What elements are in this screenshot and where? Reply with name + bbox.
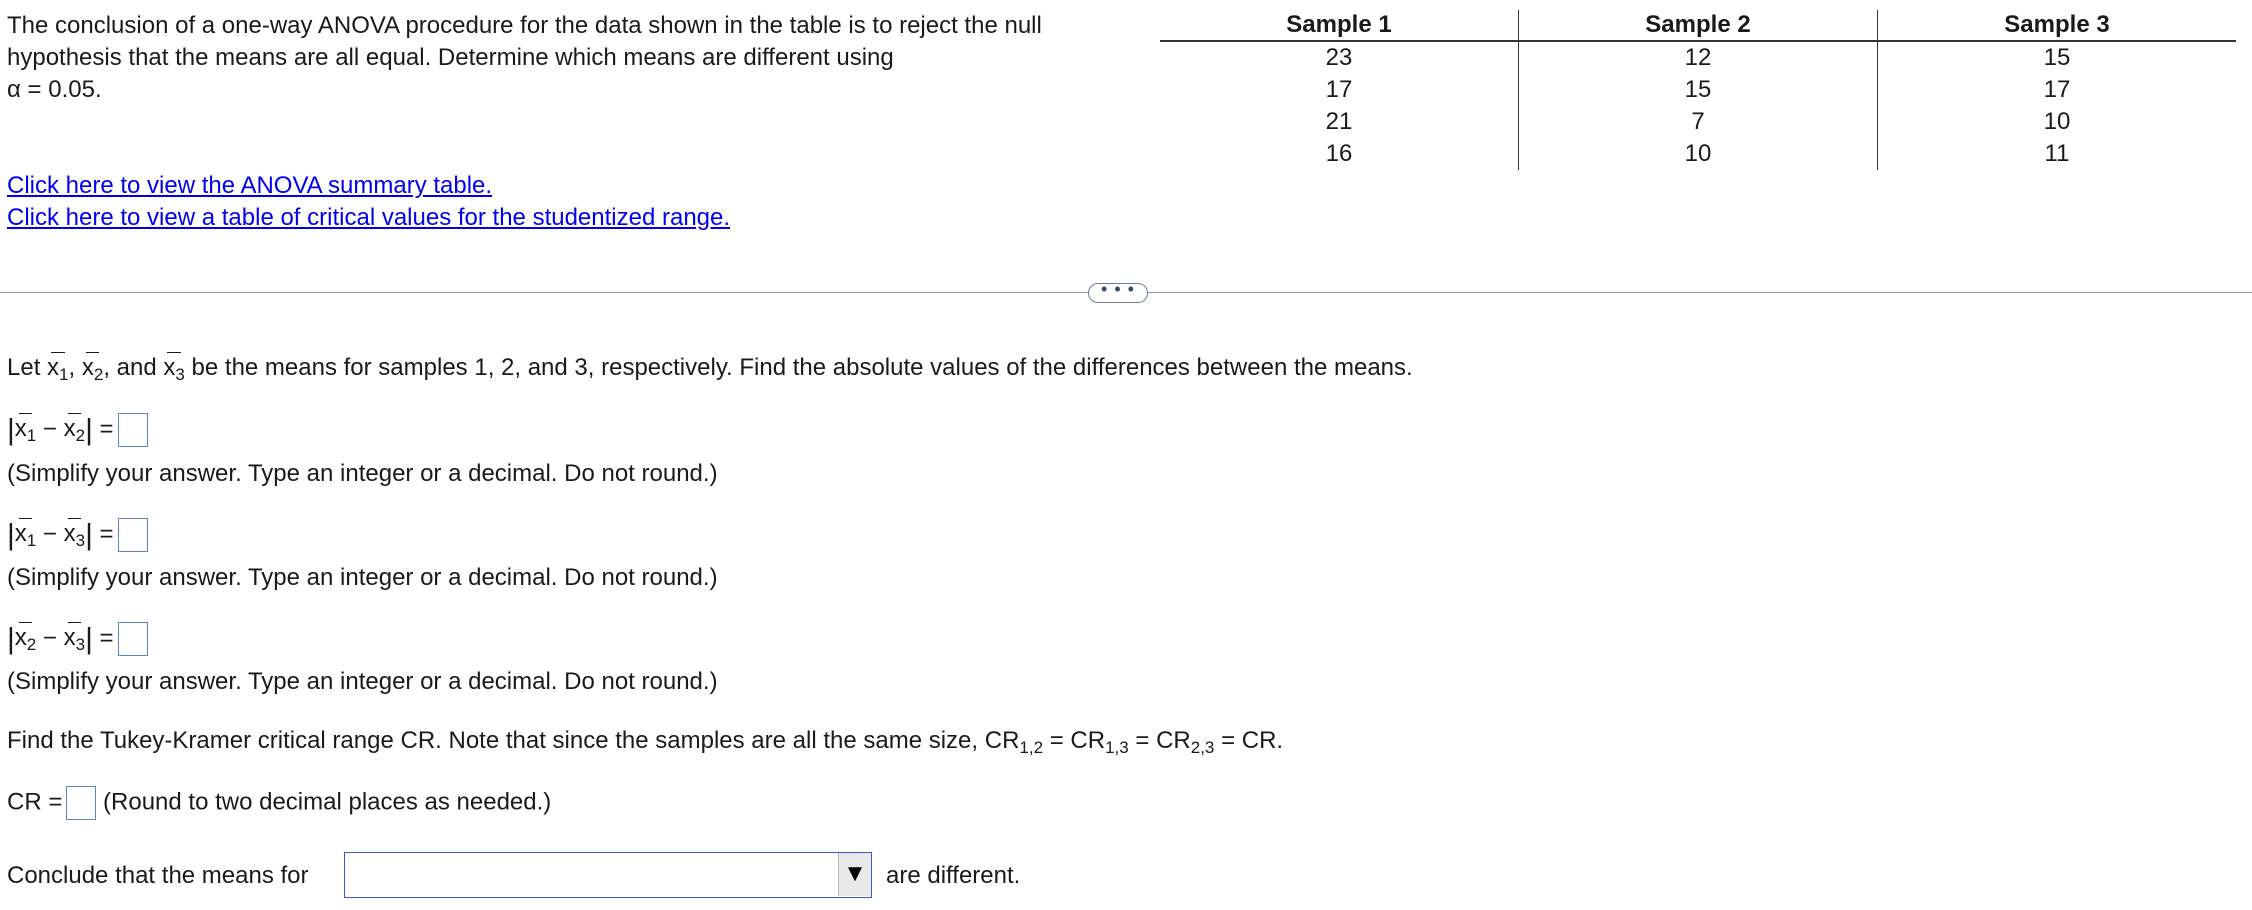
diff-1-3-row: $|x_1 - x_3|$ = (7, 518, 148, 552)
column-header-sample-3: Sample 3 (1878, 10, 2237, 41)
table-row (1160, 74, 2236, 106)
conclude-tail: are different. (886, 862, 1021, 889)
means-different-dropdown[interactable] (344, 852, 872, 898)
diff-2-3-input[interactable] (118, 622, 148, 656)
diff-1-2-input[interactable] (118, 413, 148, 447)
table-cell: 10 (1519, 138, 1878, 170)
anova-table-link[interactable]: Click here to view the ANOVA summary table. (7, 172, 493, 199)
diff-1-2-row: $|x_1 - x_2|$ = (7, 413, 148, 447)
cr-input[interactable] (66, 786, 96, 820)
table-cell: 17 (2043, 76, 2071, 103)
tukey-instruction: Find the Tukey-Kramer critical range CR. Note that since the samples are all the same size, $CR_{1,2} = CR_{1,3} = CR_{2,3}$ = CR. (7, 727, 1284, 757)
problem-statement (7, 10, 1077, 106)
table-cell: 7 (1519, 106, 1878, 138)
table-cell: 10 (2043, 108, 2071, 135)
diff-1-3-input[interactable] (118, 518, 148, 552)
x1-bar-symbol: $x_1$ (47, 354, 69, 384)
diff-2-3-row: $|x_2 - x_3|$ = (7, 622, 148, 656)
critical-values-link[interactable]: Click here to view a table of critical values for the studentized range. (7, 204, 731, 231)
conclude-lead: Conclude that the means for (7, 862, 309, 889)
table-cell: 11 (2044, 140, 2070, 167)
table-row (1160, 138, 2236, 170)
data-table (1160, 10, 2236, 170)
table-row (1160, 41, 2236, 74)
cr-row (7, 786, 551, 820)
x3-bar-symbol: $x_3$ (163, 354, 185, 384)
table-cell: 21 (1160, 106, 1519, 138)
table-cell: 16 (1160, 138, 1519, 170)
problem-text: The conclusion of a one-way ANOVA procedure for the data shown in the table is to reject the null hypothesis that the means are all equal. Determine which means are different using (7, 12, 1042, 71)
alpha-value: α = 0.05. (7, 76, 102, 103)
diff-1-2-hint: (Simplify your answer. Type an integer or a decimal. Do not round.) (7, 460, 718, 487)
table-cell: 17 (1160, 74, 1519, 106)
table-cell: 12 (1519, 41, 1878, 74)
table-cell: 15 (1519, 74, 1878, 106)
table-cell: 15 (2043, 44, 2071, 71)
expand-toggle-button[interactable]: • • • (1088, 283, 1148, 303)
cr-label: CR = (7, 788, 63, 816)
column-header-sample-2: Sample 2 (1519, 10, 1878, 41)
means-definition: Let $x_1$, $x_2$, and $x_3$ be the means for samples 1, 2, and 3, respectively. Find the absolute values of the differences between the means. (7, 354, 1413, 384)
diff-2-3-hint: (Simplify your answer. Type an integer or a decimal. Do not round.) (7, 668, 718, 695)
column-header-sample-1: Sample 1 (1160, 10, 1519, 41)
table-cell: 23 (1160, 41, 1519, 74)
dropdown-arrow-icon[interactable]: ▼ (838, 853, 871, 896)
table-row (1160, 106, 2236, 138)
diff-1-3-hint: (Simplify your answer. Type an integer or a decimal. Do not round.) (7, 564, 718, 591)
x2-bar-symbol: $x_2$ (81, 354, 104, 384)
cr-hint: (Round to two decimal places as needed.) (103, 788, 552, 816)
